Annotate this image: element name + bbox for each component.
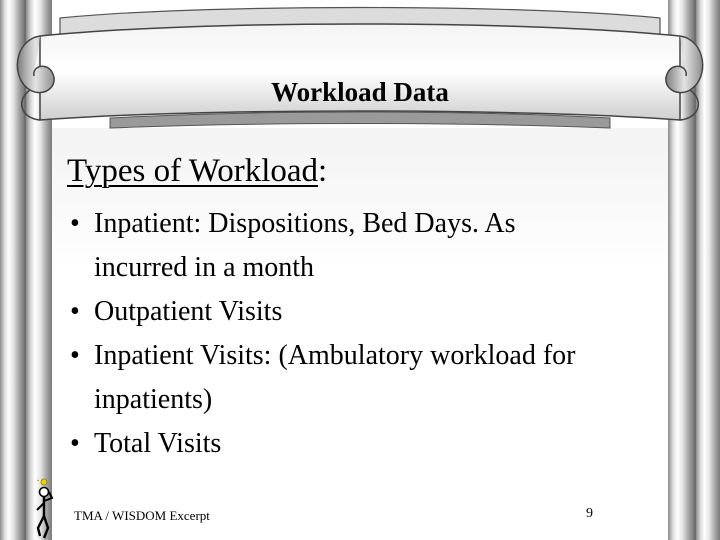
section-heading <box>67 151 327 191</box>
bullet-marker: • <box>70 208 80 239</box>
bullet-item <box>70 290 670 334</box>
bullet-text: Outpatient Visits <box>94 296 283 327</box>
bullet-text: Total Visits <box>94 428 222 459</box>
section-heading-text: Types of Workload <box>67 153 319 189</box>
bullet-marker: • <box>70 428 80 459</box>
bullet-item <box>70 422 670 466</box>
bullet-text-continued: inpatients) <box>94 384 213 415</box>
bullet-text: Inpatient: Dispositions, Bed Days. As <box>94 208 516 239</box>
bullet-text-continued: incurred in a month <box>94 252 315 283</box>
bullet-list <box>70 202 670 466</box>
bullet-marker: • <box>70 340 80 371</box>
section-heading-colon: : <box>318 153 328 189</box>
scroll-banner-icon <box>0 0 720 140</box>
bullet-item <box>70 202 670 290</box>
footer-text: TMA / WISDOM Excerpt <box>74 508 210 523</box>
slide-title: Workload Data <box>271 77 449 107</box>
bullet-marker: • <box>70 296 80 327</box>
thinking-figure-icon <box>32 478 58 540</box>
page-number: 9 <box>586 506 593 521</box>
bullet-text: Inpatient Visits: (Ambulatory workload for <box>94 340 576 371</box>
bullet-item <box>70 334 670 422</box>
